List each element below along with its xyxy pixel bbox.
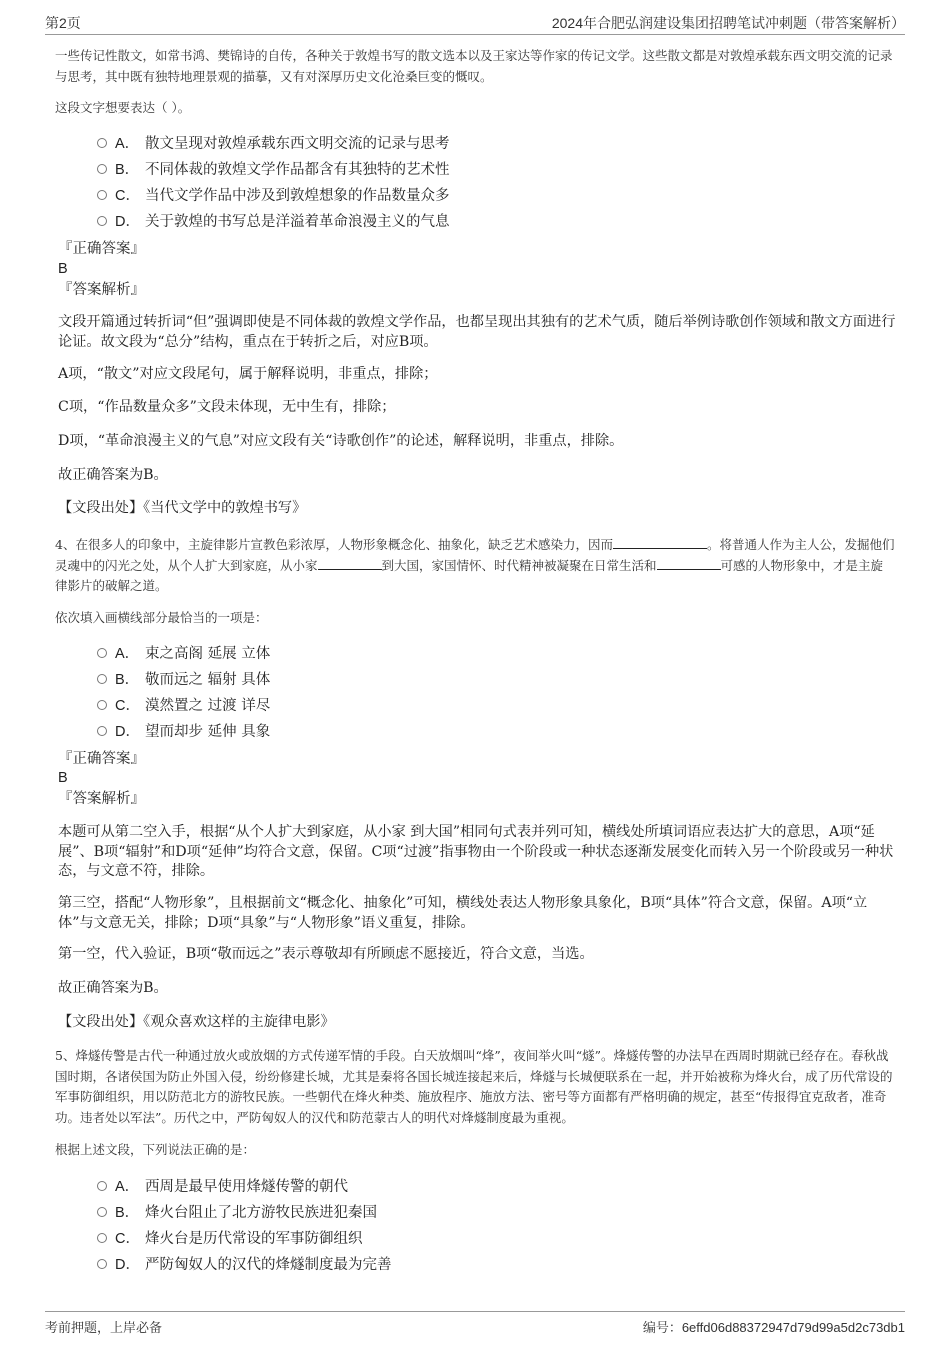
radio-icon[interactable] xyxy=(97,138,107,148)
radio-icon[interactable] xyxy=(97,1207,107,1217)
q4-option-b[interactable]: B． 敬而远之 辐射 具体 xyxy=(97,670,270,690)
intro-question: 这段文字想要表达（ ）。 xyxy=(55,100,191,115)
q3-option-a[interactable]: A． 散文呈现对敦煌承载东西文明交流的记录与思考 xyxy=(97,134,450,154)
q4-option-c[interactable]: C． 漠然置之 过渡 详尽 xyxy=(97,696,270,716)
q4-analysis-para: 故正确答案为B。 xyxy=(58,980,168,996)
q4-analysis-para: 第三空，搭配“人物形象”，且根据前文“概念化、抽象化”可知，横线处表达人物形象具象化，B项“具体”符合文意，保留。A项“立体”与文意无关，排除；D项“具象”与“人物形象”语义重复，排除。 xyxy=(58,895,868,931)
q3-analysis-para: 故正确答案为B。 xyxy=(58,467,168,483)
intro-passage: 一些传记性散文，如常书鸿、樊锦诗的自传，各种关于敦煌书写的散文选本以及王家达等作家的传记文学。这些散文都是对敦煌承载东西文明交流的记录与思考，其中既有独特地理景观的描摹，又有对深厚历史文化沧桑巨变的慨叹。 xyxy=(55,48,893,84)
radio-icon[interactable] xyxy=(97,164,107,174)
blank-line xyxy=(318,556,382,570)
q3-analysis-para: A项，“散文”对应文段尾句，属于解释说明，非重点，排除； xyxy=(58,366,438,382)
q3-analysis-para: D项，“革命浪漫主义的气息”对应文段有关“诗歌创作”的论述，解释说明，非重点，排除。 xyxy=(58,433,624,449)
q5-option-d[interactable]: D． 严防匈奴人的汉代的烽燧制度最为完善 xyxy=(97,1255,392,1275)
q4-option-d[interactable]: D． 望而却步 延伸 具象 xyxy=(97,722,270,742)
q4-option-a[interactable]: A． 束之高阁 延展 立体 xyxy=(97,644,270,664)
q3-source: 【文段出处】《当代文学中的敦煌书写》 xyxy=(58,500,307,516)
page-footer xyxy=(45,1311,905,1336)
q3-analysis-label: 『答案解析』 xyxy=(58,282,145,298)
radio-icon[interactable] xyxy=(97,216,107,226)
radio-icon[interactable] xyxy=(97,700,107,710)
q4-stem: 4、在很多人的印象中，主旋律影片宣教色彩浓厚，人物形象概念化、抽象化，缺乏艺术感染力，因而 。将普通人作为主人公，发掘他们灵魂中的闪光之处，从个人扩大到家庭，从小家 到大国，家国情怀、时代精神被凝聚在日常生活和 可感的人物形象中，才是主旋律影片的破解之道。 xyxy=(55,537,895,593)
q3-option-d[interactable]: D． 关于敦煌的书写总是洋溢着革命浪漫主义的气息 xyxy=(97,212,450,232)
radio-icon[interactable] xyxy=(97,648,107,658)
q5-option-b[interactable]: B． 烽火台阻止了北方游牧民族进犯秦国 xyxy=(97,1203,377,1223)
q3-analysis-para: 文段开篇通过转折词“但”强调即使是不同体裁的敦煌文学作品，也都呈现出其独有的艺术气质，随后举例诗歌创作领域和散文方面进行论证。故文段为“总分”结构，重点在于转折之后，对应B项。 xyxy=(58,314,896,350)
footer-slogan: 考前押题，上岸必备 xyxy=(45,1320,163,1335)
q5-option-c[interactable]: C． 烽火台是历代常设的军事防御组织 xyxy=(97,1229,363,1249)
q3-option-b[interactable]: B． 不同体裁的敦煌文学作品都含有其独特的艺术性 xyxy=(97,160,450,180)
q4-answer-label: 『正确答案』 xyxy=(58,751,145,767)
q4-analysis-para: 本题可从第二空入手，根据“从个人扩大到家庭，从小家 到大国”相同句式表并列可知，横线处所填词语应表达扩大的意思，A项“延展”、B项“辐射”和D项“延伸”均符合文意，保留。C项“过渡”指事物由一个阶段或一种状态逐渐发展变化而转入另一个阶段或另一种状态，与文意不符，排除。 xyxy=(58,824,894,879)
q4-analysis-label: 『答案解析』 xyxy=(58,791,145,807)
q3-answer-label: 『正确答案』 xyxy=(58,241,145,257)
q4-analysis-para: 第一空，代入验证，B项“敬而远之”表示尊敬却有所顾虑不愿接近，符合文意，当选。 xyxy=(58,946,594,962)
page-number: 第2页 xyxy=(45,15,81,31)
q5-question: 根据上述文段，下列说法正确的是： xyxy=(55,1142,256,1157)
q5-stem: 5、烽燧传警是古代一种通过放火或放烟的方式传递军情的手段。白天放烟叫“烽”，夜间举火叫“燧”。烽燧传警的办法早在西周时期就已经存在。春秋战国时期，各诸侯国为防止外国入侵，纷纷修建长城，尤其是秦将各国长城连接起来后，烽燧与长城便联系在一起，并开始被称为烽火台，成了历代常设的军事防御组织，用以防范北方的游牧民族。一些朝代在烽火种类、施放程序、施放方法、密号等方面都有严格明确的规定，甚至“传报得宜克敌者，准奇功。违者处以军法”。历代之中，严防匈奴人的汉代和防范蒙古人的明代对烽燧制度最为重视。 xyxy=(55,1048,893,1125)
radio-icon[interactable] xyxy=(97,726,107,736)
radio-icon[interactable] xyxy=(97,1259,107,1269)
q4-answer: B xyxy=(58,770,68,786)
page-header xyxy=(45,12,905,35)
q4-source: 【文段出处】《观众喜欢这样的主旋律电影》 xyxy=(58,1014,335,1030)
radio-icon[interactable] xyxy=(97,1233,107,1243)
document-title: 2024年合肥弘润建设集团招聘笔试冲刺题（带答案解析） xyxy=(551,15,905,31)
radio-icon[interactable] xyxy=(97,1181,107,1191)
q5-option-a[interactable]: A． 西周是最早使用烽燧传警的朝代 xyxy=(97,1177,348,1197)
q3-analysis-para: C项，“作品数量众多”文段未体现，无中生有，排除； xyxy=(58,399,396,415)
q3-answer: B xyxy=(58,261,68,277)
document-code: 编号：6effd06d88372947d79d99a5d2c73db1 xyxy=(642,1320,905,1335)
q4-question: 依次填入画横线部分最恰当的一项是： xyxy=(55,610,268,625)
blank-line xyxy=(613,535,707,549)
q3-option-c[interactable]: C． 当代文学作品中涉及到敦煌想象的作品数量众多 xyxy=(97,186,450,206)
radio-icon[interactable] xyxy=(97,190,107,200)
radio-icon[interactable] xyxy=(97,674,107,684)
blank-line xyxy=(657,556,721,570)
